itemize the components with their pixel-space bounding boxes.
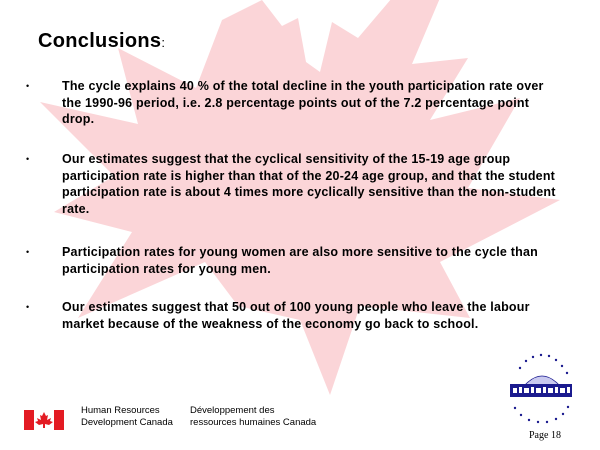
bullet-marker: • [26, 154, 30, 164]
bullet-text: Participation rates for young women are also more sensitive to the cycle than participation rates for young men. [62, 245, 538, 276]
canada-flag-icon [24, 410, 64, 430]
page-number: Page 18 [529, 430, 561, 441]
bullet-marker: • [26, 247, 30, 257]
department-en-line2: Development Canada [81, 416, 173, 428]
bullet-text: The cycle explains 40 % of the total decline in the youth participation rate over the 1990-96 period, i.e. 2.8 percentage points out of the 7.2 percentage point drop. [62, 79, 544, 126]
department-fr-line1: Développement des [190, 405, 275, 416]
title-text: Conclusions [38, 30, 162, 52]
seal-icon [502, 348, 582, 428]
department-name-fr [190, 405, 316, 428]
bullet-marker: • [26, 302, 30, 312]
bullet-marker: • [26, 81, 30, 91]
bullet-text: Our estimates suggest that the cyclical sensitivity of the 15-19 age group participation rate is higher than that of the 20-24 age group, and that the student participation rate is about 4 times more cyclically sensitive than the non-student rate. [62, 152, 556, 216]
slide-title [38, 30, 165, 53]
bullet-text: Our estimates suggest that 50 out of 100 young people who leave the labour market because of the weakness of the economy go back to school. [62, 300, 530, 331]
department-name-en [81, 405, 173, 428]
department-en-line1: Human Resources [81, 405, 160, 416]
title-colon: : [161, 35, 166, 50]
department-fr-line2: ressources humaines Canada [190, 416, 317, 428]
